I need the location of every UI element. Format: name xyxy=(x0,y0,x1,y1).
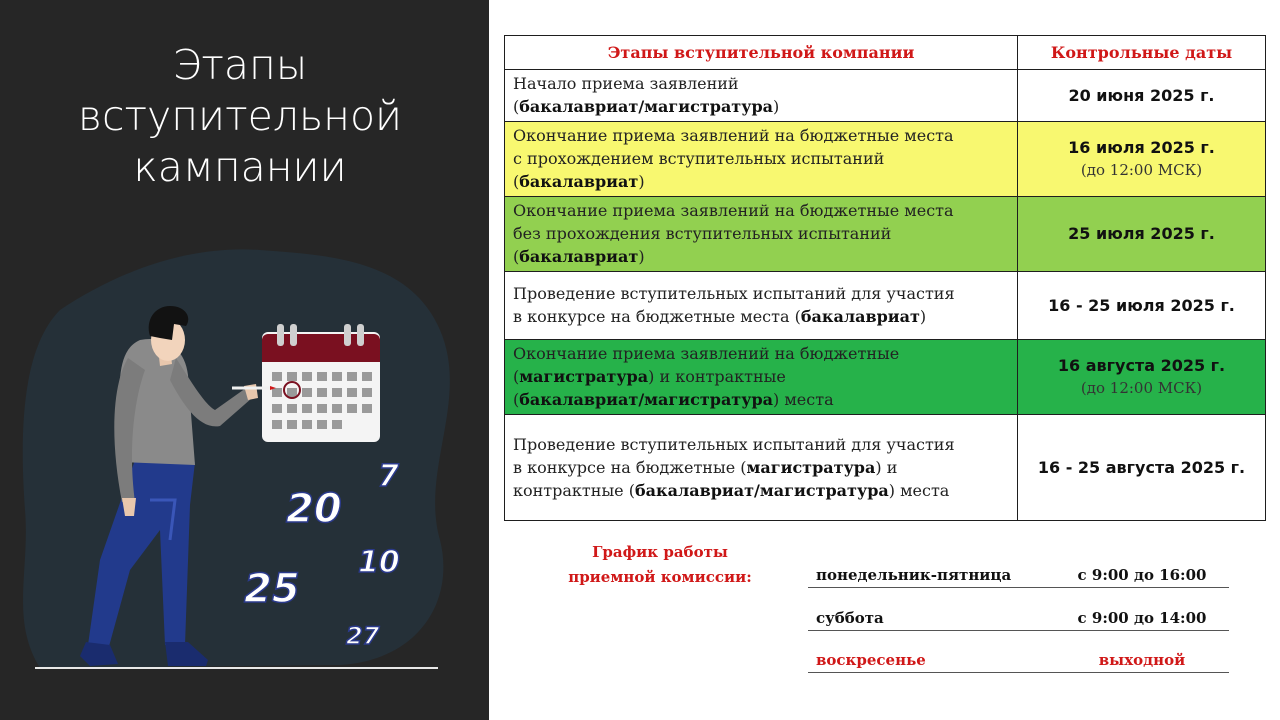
table-row xyxy=(505,415,1266,521)
stage-program: бакалавриат/магистратура xyxy=(519,97,774,116)
stage-text: без прохождения вступительных испытаний xyxy=(513,224,892,243)
stage-text: ) xyxy=(773,97,780,116)
stage-cell xyxy=(505,272,1018,340)
working-hours-title xyxy=(540,540,780,590)
stage-program: бакалавриат xyxy=(519,247,639,266)
stage-program: магистратура xyxy=(746,457,876,477)
stage-text: ) xyxy=(919,307,927,326)
stage-program: магистратура xyxy=(519,367,649,386)
calendar-number: 27 xyxy=(346,622,380,650)
stage-text: Проведение вступительных испытаний для участия xyxy=(513,284,955,303)
working-time: с 9:00 до 14:00 xyxy=(1077,609,1207,627)
control-date: 16 - 25 июля 2025 г. xyxy=(1048,295,1235,315)
working-hours-row xyxy=(808,609,1229,631)
working-hours-title-line: приемной комиссии: xyxy=(568,568,752,586)
stage-text: Начало приема заявлений xyxy=(513,74,739,93)
stage-text: ) xyxy=(638,172,645,191)
stage-text: ( xyxy=(513,390,520,409)
table-row xyxy=(505,70,1266,122)
slide-title-line: Этапы xyxy=(172,41,308,89)
stage-text: ( xyxy=(513,367,520,386)
stage-program: бакалавриат/магистратура xyxy=(634,480,889,500)
control-date: 25 июля 2025 г. xyxy=(1068,224,1215,243)
calendar-icon xyxy=(262,324,380,442)
control-date: 16 июля 2025 г. xyxy=(1068,138,1215,157)
stage-text: Проведение вступительных испытаний для участия xyxy=(513,434,955,454)
stage-text: в конкурсе на бюджетные ( xyxy=(513,457,747,477)
stage-program: бакалавриат/магистратура xyxy=(519,390,774,409)
date-cell xyxy=(1018,340,1266,415)
column-header-stage: Этапы вступительной компании xyxy=(505,36,1018,70)
stage-cell xyxy=(505,70,1018,122)
date-cell xyxy=(1018,415,1266,521)
stage-text: Окончание приема заявлений на бюджетные xyxy=(513,344,900,363)
stage-cell xyxy=(505,197,1018,272)
date-cell xyxy=(1018,122,1266,197)
stage-text: ) места xyxy=(773,390,834,409)
stage-text: ) xyxy=(638,247,645,266)
stage-text: Окончание приема заявлений на бюджетные места xyxy=(513,126,954,145)
table-row xyxy=(505,340,1266,415)
control-date: 20 июня 2025 г. xyxy=(1068,85,1215,105)
table-row xyxy=(505,272,1266,340)
working-day: воскресенье xyxy=(816,651,926,669)
table-row xyxy=(505,197,1266,272)
stage-text: в конкурсе на бюджетные места ( xyxy=(513,307,801,326)
calendar-number: 7 xyxy=(378,459,399,494)
stage-text: ) и контрактные xyxy=(648,367,786,386)
date-cell xyxy=(1018,197,1266,272)
stage-cell xyxy=(505,415,1018,521)
stage-text: контрактные ( xyxy=(513,480,635,500)
stage-program: бакалавриат xyxy=(800,307,920,326)
control-date: 16 августа 2025 г. xyxy=(1057,356,1226,375)
stage-program: бакалавриат xyxy=(519,172,639,191)
table-body xyxy=(505,70,1266,521)
slide-title-line: кампании xyxy=(133,143,347,191)
calendar-number: 25 xyxy=(244,566,300,612)
left-panel xyxy=(0,0,489,720)
date-cell xyxy=(1018,70,1266,122)
date-note: (до 12:00 МСК) xyxy=(1080,161,1203,179)
stage-text: с прохождением вступительных испытаний xyxy=(513,149,885,168)
column-header-date: Контрольные даты xyxy=(1018,36,1266,70)
date-cell xyxy=(1018,272,1266,340)
calendar-illustration xyxy=(0,240,489,680)
slide-title xyxy=(20,40,460,193)
working-hours-row xyxy=(808,566,1229,588)
stage-text: Окончание приема заявлений на бюджетные места xyxy=(513,201,954,220)
table-header-row xyxy=(505,36,1266,70)
working-time: выходной xyxy=(1098,651,1186,669)
working-hours-title-line: График работы xyxy=(592,543,728,561)
working-time: с 9:00 до 16:00 xyxy=(1077,566,1207,584)
stage-text: ( xyxy=(513,172,520,191)
admission-schedule-table xyxy=(504,35,1266,521)
stage-cell xyxy=(505,340,1018,415)
working-day: суббота xyxy=(816,609,884,627)
slide-title-line: вступительной xyxy=(77,92,403,140)
control-date: 16 - 25 августа 2025 г. xyxy=(1037,457,1246,477)
calendar-number: 20 xyxy=(286,486,342,532)
calendar-number: 10 xyxy=(358,545,400,580)
stage-text: ) места xyxy=(888,480,950,500)
stage-text: ( xyxy=(513,247,520,266)
stage-text: ( xyxy=(513,97,520,116)
working-day: понедельник-пятница xyxy=(816,566,1012,584)
table-row xyxy=(505,122,1266,197)
stage-cell xyxy=(505,122,1018,197)
date-note: (до 12:00 МСК) xyxy=(1080,379,1203,397)
stage-text: ) и xyxy=(875,457,898,477)
working-hours-row-day-off xyxy=(808,651,1229,673)
